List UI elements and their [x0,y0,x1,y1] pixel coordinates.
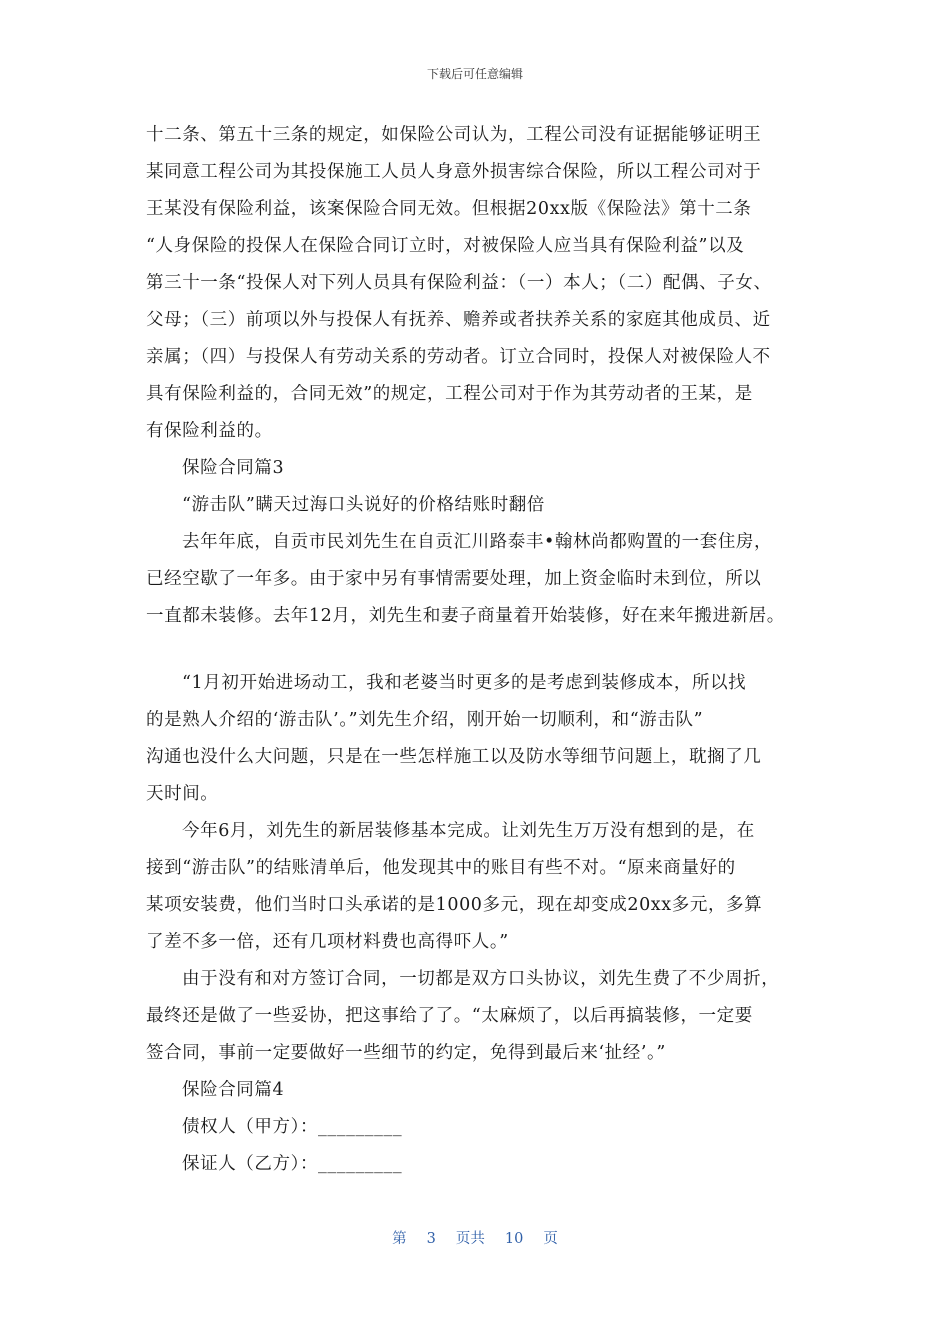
footer-suffix: 页 [543,1231,558,1247]
text-line: 已经空歇了一年多。由于家中另有事情需要处理，加上资金临时未到位，所以 [146,569,762,589]
current-page-number: 3 [426,1231,436,1247]
article-subtitle: “游击队”瞒天过海口头说好的价格结账时翻倍 [182,495,545,515]
text-line: 去年年底，自贡市民刘先生在自贡汇川路泰丰•翰林尚都购置的一套住房， [182,532,773,552]
total-pages-number: 10 [504,1231,524,1247]
guarantor-field: 保证人（乙方）：_________ [182,1154,403,1174]
text-line: “1月初开始进场动工，我和老婆当时更多的是考虑到装修成本，所以找 [182,673,747,693]
text-line: 的是熟人介绍的‘游击队’。”刘先生介绍，刚开始一切顺利，和“游击队” [146,710,704,730]
footer-prefix: 第 [392,1231,407,1247]
text-line: 某项安装费，他们当时口头承诺的是1000多元，现在却变成20xx多元，多算 [146,895,763,915]
footer-middle: 页共 [455,1231,485,1247]
text-line: 签合同，事前一定要做好一些细节的约定，免得到最后来‘扯经’。” [146,1043,666,1063]
text-line: “人身保险的投保人在保险合同订立时，对被保险人应当具有保险利益”以及 [146,236,745,256]
page-header: 下载后可任意编辑 [426,67,523,81]
text-line: 亲属；（四）与投保人有劳动关系的劳动者。订立合同时，投保人对被保险人不 [146,347,771,367]
text-line: 由于没有和对方签订合同，一切都是双方口头协议，刘先生费了不少周折， [182,969,780,989]
text-line: 有保险利益的。 [146,421,273,441]
text-line: 沟通也没什么大问题，只是在一些怎样施工以及防水等细节问题上，耽搁了几 [146,747,762,767]
document-body [146,117,826,1183]
text-line: 了差不多一倍，还有几项材料费也高得吓人。” [146,932,509,952]
text-line: 具有保险利益的，合同无效”的规定，工程公司对于作为其劳动者的王某，是 [146,384,753,404]
creditor-field: 债权人（甲方）：_________ [182,1117,403,1137]
section-heading-3: 保险合同篇3 [182,458,285,478]
text-line: 十二条、第五十三条的规定，如保险公司认为，工程公司没有证据能够证明王 [146,125,762,145]
text-line: 王某没有保险利益，该案保险合同无效。但根据20xx版《保险法》第十二条 [146,199,752,219]
text-line: 某同意工程公司为其投保施工人员人身意外损害综合保险，所以工程公司对于 [146,162,762,182]
page-footer [0,1229,950,1249]
text-line: 一直都未装修。去年12月，刘先生和妻子商量着开始装修，好在来年搬进新居。 [146,606,785,626]
text-line: 天时间。 [146,784,219,804]
text-line: 今年6月，刘先生的新居装修基本完成。让刘先生万万没有想到的是，在 [182,821,755,841]
section-heading-4: 保险合同篇4 [182,1080,285,1100]
text-line: 最终还是做了一些妥协，把这事给了了。“太麻烦了，以后再搞装修，一定要 [146,1006,753,1026]
text-line: 接到“游击队”的结账清单后，他发现其中的账目有些不对。“原来商量好的 [146,858,736,878]
paragraph-gap [146,635,826,665]
text-line: 第三十一条“投保人对下列人员具有保险利益：（一）本人；（二）配偶、子女、 [146,273,772,293]
text-line: 父母；（三）前项以外与投保人有抚养、赡养或者扶养关系的家庭其他成员、近 [146,310,771,330]
